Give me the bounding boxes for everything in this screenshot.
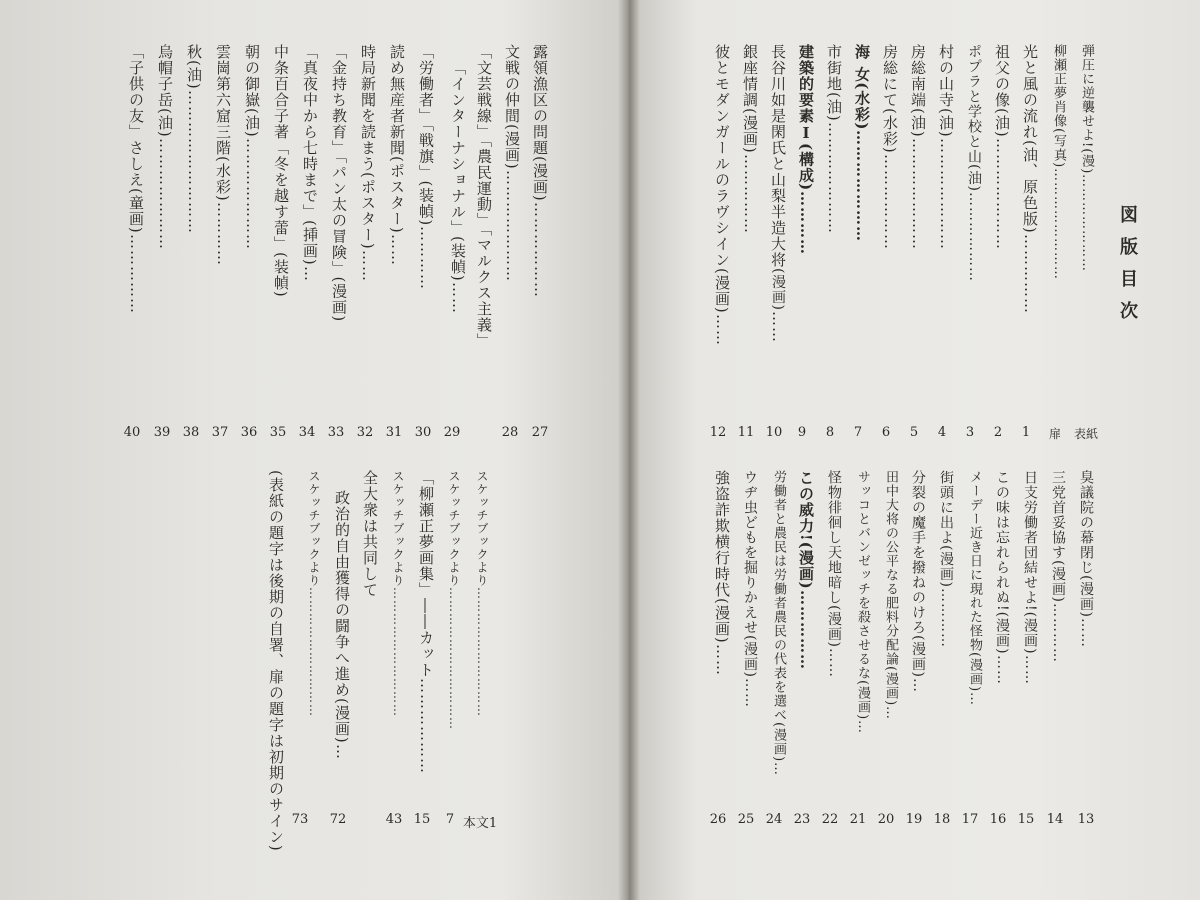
list-item: 秋(油)……………………… (185, 44, 203, 234)
page-number: 15 (413, 812, 431, 827)
list-item: スケッチブックより…………………………… (447, 470, 461, 730)
page-title: 図版目次 (1117, 205, 1138, 333)
list-item: 村の山寺(油)………………… (937, 44, 955, 250)
list-item: ポプラと学校と山(油)……………… (966, 44, 982, 282)
list-item: 「文芸戦線」「農民運動」「マルクス主義」 (475, 44, 493, 349)
page-number: 8 (825, 425, 835, 440)
page-number: 表紙 (1073, 427, 1098, 441)
page-number: 18 (933, 812, 951, 827)
list-item: 弾圧に逆襲せよ!(漫)………………… (1079, 44, 1094, 273)
page-number: 38 (182, 425, 200, 440)
list-item: ウヂ虫どもを掘りかえせ(漫画)…… (742, 470, 758, 708)
page-number: 36 (240, 425, 258, 440)
page-number: 22 (821, 812, 839, 827)
page-number: 31 (385, 425, 403, 440)
book-gutter (618, 0, 640, 900)
list-item: 雲崗第六窟三階(水彩)………… (214, 44, 232, 266)
list-item: 「労働者」「戦旗」(装幀)………… (417, 44, 435, 291)
page-number: 73 (291, 812, 309, 827)
page-number: 27 (531, 425, 549, 440)
page-number: 本文1 (462, 816, 498, 831)
page-number: 35 (269, 425, 287, 440)
list-item: 政治的自由獲得の闘争へ進め(漫画)… (333, 490, 351, 760)
page-number: 2 (993, 425, 1003, 440)
list-item: 露領漁区の問題(漫画)……………… (531, 44, 549, 298)
list-item: メーデー近き日に現れた怪物(漫画)… (967, 470, 982, 707)
page-number: 9 (797, 425, 807, 440)
list-item: 強盗詐欺横行時代(漫画)…… (713, 470, 731, 676)
list-item: スケッチブックより………………………… (307, 470, 321, 717)
list-item: この威力!(漫画)…………… (797, 470, 815, 670)
list-item: 彼とモダンガールのラヴシイン(漫画)…… (713, 44, 731, 346)
list-item: 時局新聞を読まう(ポスター)…… (359, 44, 377, 282)
page-number: 扉 (1048, 427, 1061, 441)
list-item: 労働者と農民は労働者農民の代表を選べ(漫画)… (771, 470, 786, 777)
list-item: 光と風の流れ(油、原色版)…………… (1021, 44, 1039, 314)
page-number: 12 (709, 425, 727, 440)
list-item: 「柳瀬正夢画集」――カット……………… (417, 470, 435, 774)
list-item: 読め無産者新聞(ポスター)…… (388, 44, 406, 266)
list-item: 怪物徘徊し天地暗し(漫画)…… (826, 470, 842, 678)
list-item: 建築的要素Ⅰ(構成)………… (797, 44, 815, 256)
list-item: 銀座情調(漫画)…………… (741, 44, 759, 234)
page-number: 6 (881, 425, 891, 440)
right-page (628, 0, 1200, 900)
list-item: 朝の御嶽(油)………………… (243, 44, 261, 250)
footnote: (表紙の題字は後期の自署、扉の題字は初期のサイン) (267, 470, 285, 852)
page-number: 14 (1046, 812, 1064, 827)
page-number: 30 (414, 425, 432, 440)
page-number: 32 (356, 425, 374, 440)
list-item: 烏帽子岳(油)………………… (156, 44, 174, 250)
page-number: 7 (853, 425, 863, 440)
page-number: 16 (989, 812, 1007, 827)
list-item: 日支労働者団結せよ!(漫画)…… (1022, 470, 1038, 685)
list-item: 房総南端(油)………………… (909, 44, 927, 250)
list-item: 中条百合子著「冬を越す蕾」(装幀) (272, 44, 290, 298)
list-item: サッコとバンゼッチを殺させるな(漫画)… (855, 470, 870, 735)
page-number: 7 (445, 812, 455, 827)
page-number: 20 (877, 812, 895, 827)
page-number: 17 (961, 812, 979, 827)
page-number: 13 (1077, 812, 1095, 827)
page-number: 3 (965, 425, 975, 440)
list-item: 全大衆は共同して (361, 470, 379, 598)
list-item: この味は忘れられぬ!(漫画)…… (994, 470, 1010, 685)
page-number: 39 (153, 425, 171, 440)
list-item: 三党首妥協す(漫画)………… (1050, 470, 1066, 663)
list-item: 文戦の仲間(漫画)………………… (503, 44, 521, 282)
list-item: 街頭に出よ(漫画)………… (938, 470, 954, 648)
list-item: 長谷川如是閑氏と山梨半造大将(漫画)…… (769, 44, 787, 343)
page-number: 37 (211, 425, 229, 440)
page-number: 5 (909, 425, 919, 440)
page-number: 72 (329, 812, 347, 827)
list-item: 臭議院の幕閉じ(漫画)…… (1078, 470, 1094, 648)
page-number: 28 (501, 425, 519, 440)
list-item: 市街地(油)………………… (825, 44, 843, 234)
list-item: 海 女(水彩)………………… (853, 44, 871, 243)
page-number: 24 (765, 812, 783, 827)
list-item: 「インターナショナル」(装幀)…… (449, 60, 467, 314)
page-number: 11 (737, 425, 755, 440)
page-number: 19 (905, 812, 923, 827)
list-item: 祖父の像(油)………………… (993, 44, 1011, 250)
page-number: 26 (709, 812, 727, 827)
list-item: 「真夜中から七時まで」(挿画)… (301, 44, 319, 282)
page-number: 29 (443, 425, 461, 440)
page-number: 23 (793, 812, 811, 827)
page-number: 10 (765, 425, 783, 440)
list-item: 「金持ち教育」「パン太の冒険」(漫画) (330, 44, 348, 323)
page-number: 43 (385, 812, 403, 827)
list-item: 分裂の魔手を撥ねのけろ(漫画)… (910, 470, 926, 693)
list-item: 「子供の友」さしえ(童画)…………… (127, 44, 145, 314)
page-number: 33 (327, 425, 345, 440)
page-number: 15 (1017, 812, 1035, 827)
page-number: 21 (849, 812, 867, 827)
list-item: スケッチブックより………………………… (475, 470, 489, 717)
list-item: 田中大将の公平なる肥料分配論(漫画)… (883, 470, 898, 721)
list-item: 柳瀬正夢肖像(写真)…………………… (1051, 44, 1066, 281)
page-number: 25 (737, 812, 755, 827)
list-item: 房総にて(水彩)……………… (881, 44, 899, 250)
page-number: 34 (298, 425, 316, 440)
page-number: 1 (1021, 425, 1031, 440)
page-number: 40 (123, 425, 141, 440)
list-item: スケッチブックより………………………… (391, 470, 405, 717)
page-number: 4 (937, 425, 947, 440)
